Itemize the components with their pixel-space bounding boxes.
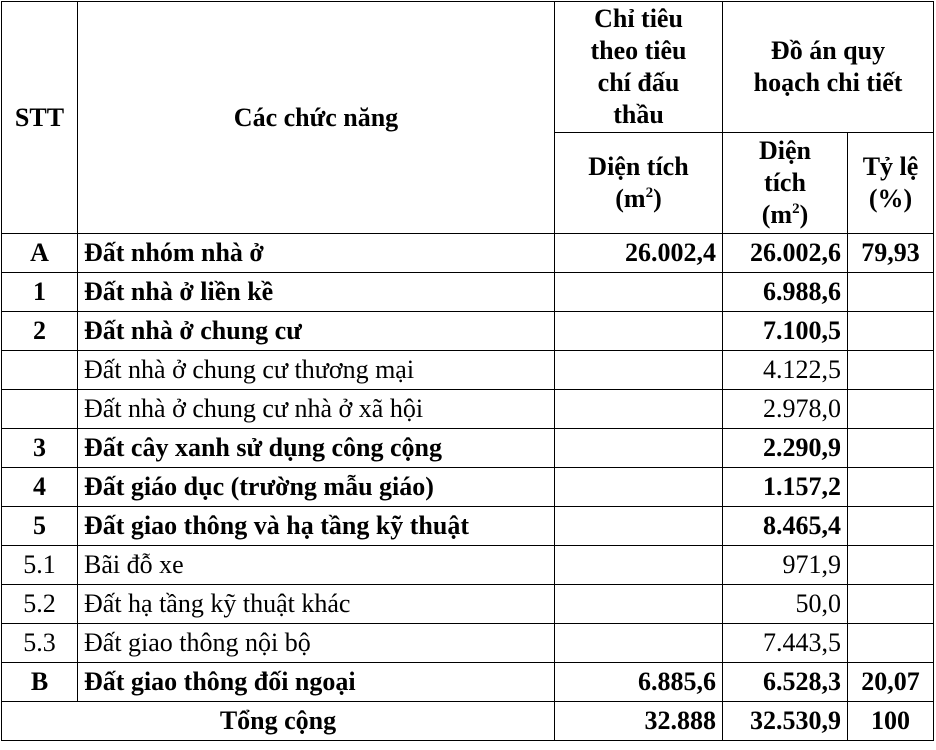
cell-ratio	[848, 468, 934, 507]
cell-target	[555, 390, 723, 429]
cell-name: Đất nhà ở liền kề	[78, 273, 555, 312]
table-row-5	[2, 507, 934, 546]
cell-target	[555, 468, 723, 507]
header-stt: STT	[2, 2, 78, 234]
cell-ratio	[848, 585, 934, 624]
cell-target	[555, 351, 723, 390]
cell-stt: 1	[2, 273, 78, 312]
cell-stt	[2, 351, 78, 390]
table-row-5-2	[2, 585, 934, 624]
cell-stt: 2	[2, 312, 78, 351]
cell-name: Đất nhà ở chung cư thương mại	[78, 351, 555, 390]
cell-ratio	[848, 351, 934, 390]
cell-area: 8.465,4	[723, 507, 848, 546]
cell-stt: 5.1	[2, 546, 78, 585]
table-row-5-1	[2, 546, 934, 585]
cell-target	[555, 585, 723, 624]
table-row-3	[2, 429, 934, 468]
cell-ratio: 79,93	[848, 234, 934, 273]
cell-stt: A	[2, 234, 78, 273]
header-functions: Các chức năng	[78, 2, 555, 234]
cell-area: 2.978,0	[723, 390, 848, 429]
cell-stt: B	[2, 663, 78, 702]
cell-area: 1.157,2	[723, 468, 848, 507]
cell-name: Đất nhóm nhà ở	[78, 234, 555, 273]
cell-target	[555, 429, 723, 468]
cell-target	[555, 546, 723, 585]
cell-target: 26.002,4	[555, 234, 723, 273]
cell-target	[555, 273, 723, 312]
total-area: 32.530,9	[723, 702, 848, 741]
cell-ratio: 20,07	[848, 663, 934, 702]
cell-ratio	[848, 273, 934, 312]
cell-area: 7.443,5	[723, 624, 848, 663]
cell-area: 7.100,5	[723, 312, 848, 351]
cell-ratio	[848, 429, 934, 468]
cell-name: Đất giáo dục (trường mẫu giáo)	[78, 468, 555, 507]
table-row-b	[2, 663, 934, 702]
header-plan-group: Đồ án quy hoạch chi tiết	[723, 2, 934, 133]
cell-stt: 5.3	[2, 624, 78, 663]
header-area-target: Diện tích $(m^2)$	[555, 133, 723, 234]
cell-area: 6.988,6	[723, 273, 848, 312]
cell-name: Đất nhà ở chung cư	[78, 312, 555, 351]
cell-target	[555, 624, 723, 663]
cell-ratio	[848, 546, 934, 585]
cell-stt	[2, 390, 78, 429]
total-label: Tổng cộng	[2, 702, 555, 741]
cell-ratio	[848, 390, 934, 429]
table-row-5-3	[2, 624, 934, 663]
table-row-a	[2, 234, 934, 273]
total-target: 32.888	[555, 702, 723, 741]
cell-stt: 4	[2, 468, 78, 507]
cell-name: Đất cây xanh sử dụng công cộng	[78, 429, 555, 468]
cell-area: 26.002,6	[723, 234, 848, 273]
cell-area: 6.528,3	[723, 663, 848, 702]
total-ratio: 100	[848, 702, 934, 741]
table-row-2a	[2, 351, 934, 390]
cell-stt: 5	[2, 507, 78, 546]
table-row-2	[2, 312, 934, 351]
header-ratio: Tỷ lệ (%)	[848, 133, 934, 234]
table-row-total	[2, 702, 934, 741]
cell-ratio	[848, 312, 934, 351]
cell-name: Đất giao thông nội bộ	[78, 624, 555, 663]
cell-ratio	[848, 507, 934, 546]
cell-area: 50,0	[723, 585, 848, 624]
cell-area: 971,9	[723, 546, 848, 585]
cell-area: 4.122,5	[723, 351, 848, 390]
land-use-table	[1, 1, 934, 741]
cell-target	[555, 312, 723, 351]
cell-name: Đất hạ tầng kỹ thuật khác	[78, 585, 555, 624]
cell-name: Đất giao thông đối ngoại	[78, 663, 555, 702]
cell-stt: 5.2	[2, 585, 78, 624]
cell-name: Bãi đỗ xe	[78, 546, 555, 585]
cell-stt: 3	[2, 429, 78, 468]
cell-area: 2.290,9	[723, 429, 848, 468]
cell-target	[555, 507, 723, 546]
table-row-1	[2, 273, 934, 312]
table-row-2b	[2, 390, 934, 429]
table-row-4	[2, 468, 934, 507]
header-target-group: Chỉ tiêu theo tiêu chí đấu thầu	[555, 2, 723, 133]
header-area-plan: Diện tích $(m^2)$	[723, 133, 848, 234]
cell-name: Đất nhà ở chung cư nhà ở xã hội	[78, 390, 555, 429]
cell-target: 6.885,6	[555, 663, 723, 702]
cell-name: Đất giao thông và hạ tầng kỹ thuật	[78, 507, 555, 546]
cell-ratio	[848, 624, 934, 663]
